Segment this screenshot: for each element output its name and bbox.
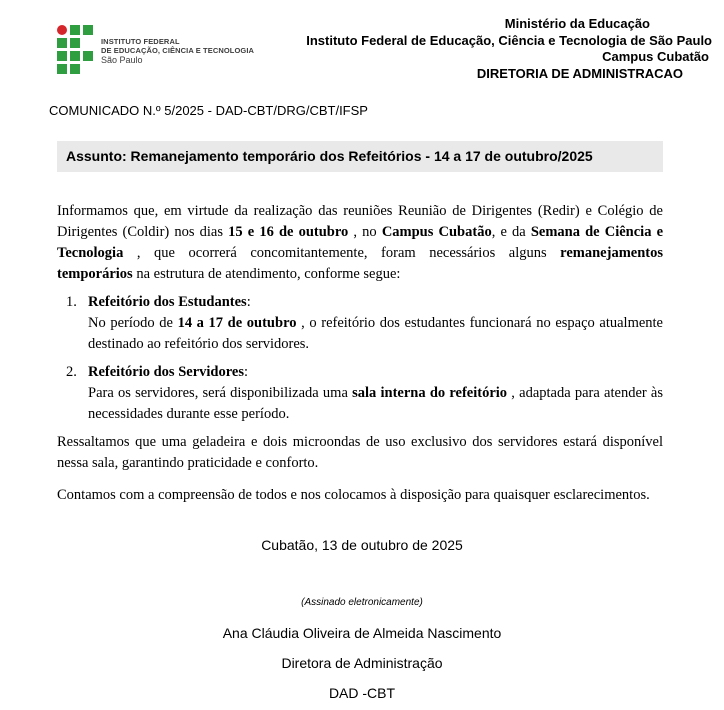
subject-bar: Assunto: Remanejamento temporário dos Refeitórios - 14 a 17 de outubro/2025 <box>57 141 663 172</box>
signatory-name: Ana Cláudia Oliveira de Almeida Nascimento <box>222 625 502 641</box>
signed-note: (Assinado eletronicamente) <box>301 597 423 608</box>
ifsp-logo-text <box>101 37 254 82</box>
list-item-text: Para os servidores, será disponibilizada uma sala interna do refeitório , adaptada para atender às necessidades durante esse período. <box>88 385 664 422</box>
list-item-number: 1. <box>66 294 77 310</box>
date-line: Cubatão, 13 de outubro de 2025 <box>261 537 463 553</box>
org-header-block <box>270 14 712 82</box>
comunicado-number: COMUNICADO N.º 5/2025 - DAD-CBT/DRG/CBT/IFSP <box>49 103 368 118</box>
logo-line-1: INSTITUTO FEDERAL <box>101 37 180 46</box>
ifsp-logo <box>57 25 254 82</box>
intro-paragraph: Informamos que, em virtude da realização das reuniões Reunião de Dirigentes (Redir) e Colégio de Dirigentes (Coldir) nos dias 15 e 16 de outubro , no Campus Cubatão, e da Semana de Ciência e Tecnologia , que ocorrerá concomitantemente, foram necessários alguns remanejamentos temporários na estrutura de atendimento, conforme segue: <box>57 203 664 282</box>
list-item-title: Refeitório dos Servidores: <box>88 364 249 380</box>
header-ministry: Ministério da Educação <box>504 16 650 31</box>
document-footer <box>0 537 724 701</box>
header-directorate: DIRETORIA DE ADMINISTRACAO <box>476 65 683 81</box>
ifsp-logo-mark-icon <box>57 25 93 82</box>
closing-paragraph: Contamos com a compreensão de todos e nos colocamos à disposição para quaisquer esclarecimentos. <box>57 487 650 503</box>
list-item-number: 2. <box>66 364 77 380</box>
refectory-list <box>57 292 663 425</box>
document-body <box>57 201 663 506</box>
list-item-title: Refeitório dos Estudantes: <box>88 294 251 310</box>
header-institute: Instituto Federal de Educação, Ciência e Tecnologia de São Paulo <box>306 32 712 48</box>
signatory-unit: DAD -CBT <box>328 685 396 701</box>
logo-line-2: DE EDUCAÇÃO, CIÊNCIA E TECNOLOGIA <box>101 46 255 55</box>
header-campus: Campus Cubatão <box>602 49 709 64</box>
note-paragraph: Ressaltamos que uma geladeira e dois microondas de uso exclusivo dos servidores estará disponível nessa sala, garantindo praticidade e conforto. <box>57 434 663 471</box>
list-item <box>66 362 663 425</box>
list-item-text: No período de 14 a 17 de outubro , o refeitório dos estudantes funcionará no espaço atualmente destinado ao refeitório dos servidores. <box>88 315 663 352</box>
document-header <box>0 0 724 82</box>
logo-dot <box>57 25 67 35</box>
list-item <box>66 292 663 355</box>
logo-line-3: São Paulo <box>101 55 143 65</box>
signatory-role: Diretora de Administração <box>281 655 443 671</box>
